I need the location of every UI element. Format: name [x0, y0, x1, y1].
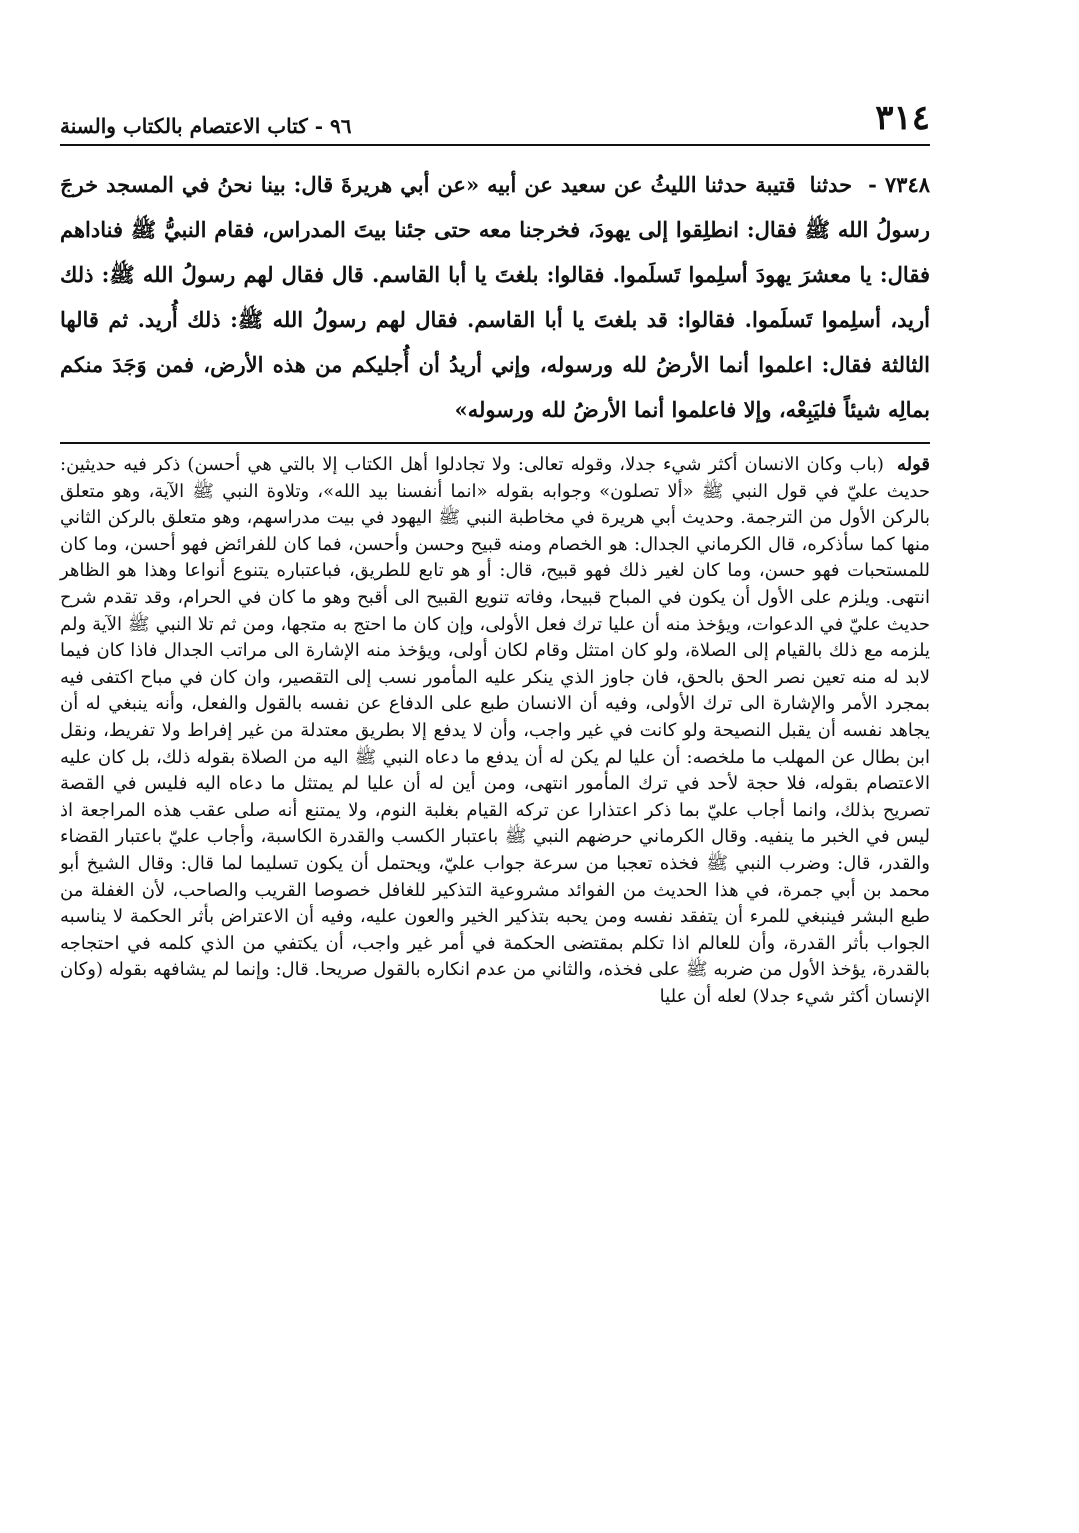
- running-title: ٩٦ - كتاب الاعتصام بالكتاب والسنة: [60, 114, 352, 138]
- commentary-paragraph: [60, 452, 930, 1010]
- commentary-lead-word: قوله: [896, 454, 930, 475]
- commentary-body: (باب وكان الانسان أكثر شيء جدلا، وقوله تعالى: ولا تجادلوا أهل الكتاب إلا بالتي هي أحسن) ذكر فيه حديثين: حديث عليّ في قول النبي ﷺ «ألا تصلون» وجوابه بقوله «انما أنفسنا بيد الله»، وتلاوة النبي ﷺ الآية، وهو متعلق بالركن الأول من الترجمة. وحديث أبي هريرة في مخاطبة النبي ﷺ اليهود في بيت مدراسهم، وهو متعلق بالركن الثاني منها كما سأذكره، قال الكرماني الجدال: هو الخصام ومنه قبيح وحسن وأحسن، فما كان للفرائض فهو أحسن، وما كان للمستحبات فهو حسن، وما كان لغير ذلك فهو قبيح، قال: أو هو تابع للطريق، فباعتباره يتنوع أنواعا وهذا هو الظاهر انتهى. ويلزم على الأول أن يكون في المباح قبيحا، وفاته تنويع القبيح الى أقبح وهو ما كان في الحرام، وقد تقدم شرح حديث عليّ في الدعوات، ويؤخذ منه أن عليا ترك فعل الأولى، وإن كان ما احتج به متجها، ومن ثم تلا النبي ﷺ الآية ولم يلزمه مع ذلك بالقيام إلى الصلاة، ولو كان امتثل وقام لكان أولى، ويؤخذ منه الإشارة الى مراتب الجدال فاذا كان فيما لابد له منه تعين نصر الحق بالحق، فان جاوز الذي ينكر عليه المأمور نسب إلى التقصير، وان كان في مباح اكتفى فيه بمجرد الأمر والإشارة الى ترك الأولى، وفيه أن الانسان طبع على الدفاع عن نفسه بالقول والفعل، وأنه ينبغي له أن يجاهد نفسه أن يقبل النصيحة ولو كانت في غير واجب، وأن لا يدفع إلا بطريق معتدلة من غير إفراط ولا تفريط، ونقل ابن بطال عن المهلب ما ملخصه: أن عليا لم يكن له أن يدفع ما دعاه النبي ﷺ اليه من الصلاة بقوله ذلك، بل كان عليه الاعتصام بقوله، فلا حجة لأحد في ترك المأمور انتهى، ومن أين له أن عليا لم يمتثل ما دعاه اليه فليس في القصة تصريح بذلك، وانما أجاب عليّ بما ذكر اعتذارا عن تركه القيام بغلبة النوم، ولا يمتنع أنه صلى عقب هذه المراجعة اذ ليس في الخبر ما ينفيه. وقال الكرماني حرضهم النبي ﷺ باعتبار الكسب والقدرة الكاسبة، وأجاب عليّ باعتبار القضاء والقدر، قال: وضرب النبي ﷺ فخذه تعجبا من سرعة جواب عليّ، ويحتمل أن يكون تسليما لما قال: وقال الشيخ أبو محمد بن أبي جمرة، في هذا الحديث من الفوائد مشروعية التذكير للغافل خصوصا القريب والصاحب، لأن الغفلة من طبع البشر فينبغي للمرء أن يتفقد نفسه ومن يحبه بتذكير الخير والعون عليه، وفيه أن الاعتراض بأثر الحكمة لا يناسبه الجواب بأثر القدرة، وأن للعالم اذا تكلم بمقتضى الحكمة في أمر غير واجب، أن يكتفي من الذي كلمه في احتجاجه بالقدرة، يؤخذ الأول من ضربه ﷺ على فخذه، والثاني من عدم انكاره بالقول صريحا. قال: وإنما لم يشافهه بقوله (وكان الإنسان أكثر شيء جدلا) لعله أن عليا: [60, 454, 930, 1007]
- section-divider: [60, 442, 930, 444]
- commentary-block: [60, 452, 930, 1010]
- hadith-number: ٧٣٤٨ -: [868, 172, 931, 197]
- book-page: [60, 90, 930, 1500]
- page-number: ٣١٤: [875, 98, 930, 138]
- hadith-body: قتيبة حدثنا الليثُ عن سعيد عن أبيه «عن أبي هريرةَ قال: بينا نحنُ في المسجد خرجَ رسولُ الله ﷺ فقال: انطلِقوا إلى يهودَ، فخرجنا معه حتى جئنا بيتَ المدراس، فقام النبيُّ ﷺ فناداهم فقال: يا معشرَ يهودَ أسلِموا تَسلَموا. فقالوا: بلغتَ يا أبا القاسم. قال فقال لهم رسولُ الله ﷺ: ذلك أريد، أسلِموا تَسلَموا. فقالوا: قد بلغتَ يا أبا القاسم. فقال لهم رسولُ الله ﷺ: ذلك أُريد. ثم قالها الثالثة فقال: اعلموا أنما الأرضُ لله ورسوله، وإني أريدُ أن أُجليكم من هذه الأرض، فمن وَجَدَ منكم بمالِه شيئاً فليَبِعْه، وإلا فاعلموا أنما الأرضُ لله ورسوله»: [60, 172, 930, 422]
- hadith-intro-word: حدثنا: [809, 172, 853, 197]
- hadith-text-block: [60, 162, 930, 432]
- page-header: [60, 90, 930, 146]
